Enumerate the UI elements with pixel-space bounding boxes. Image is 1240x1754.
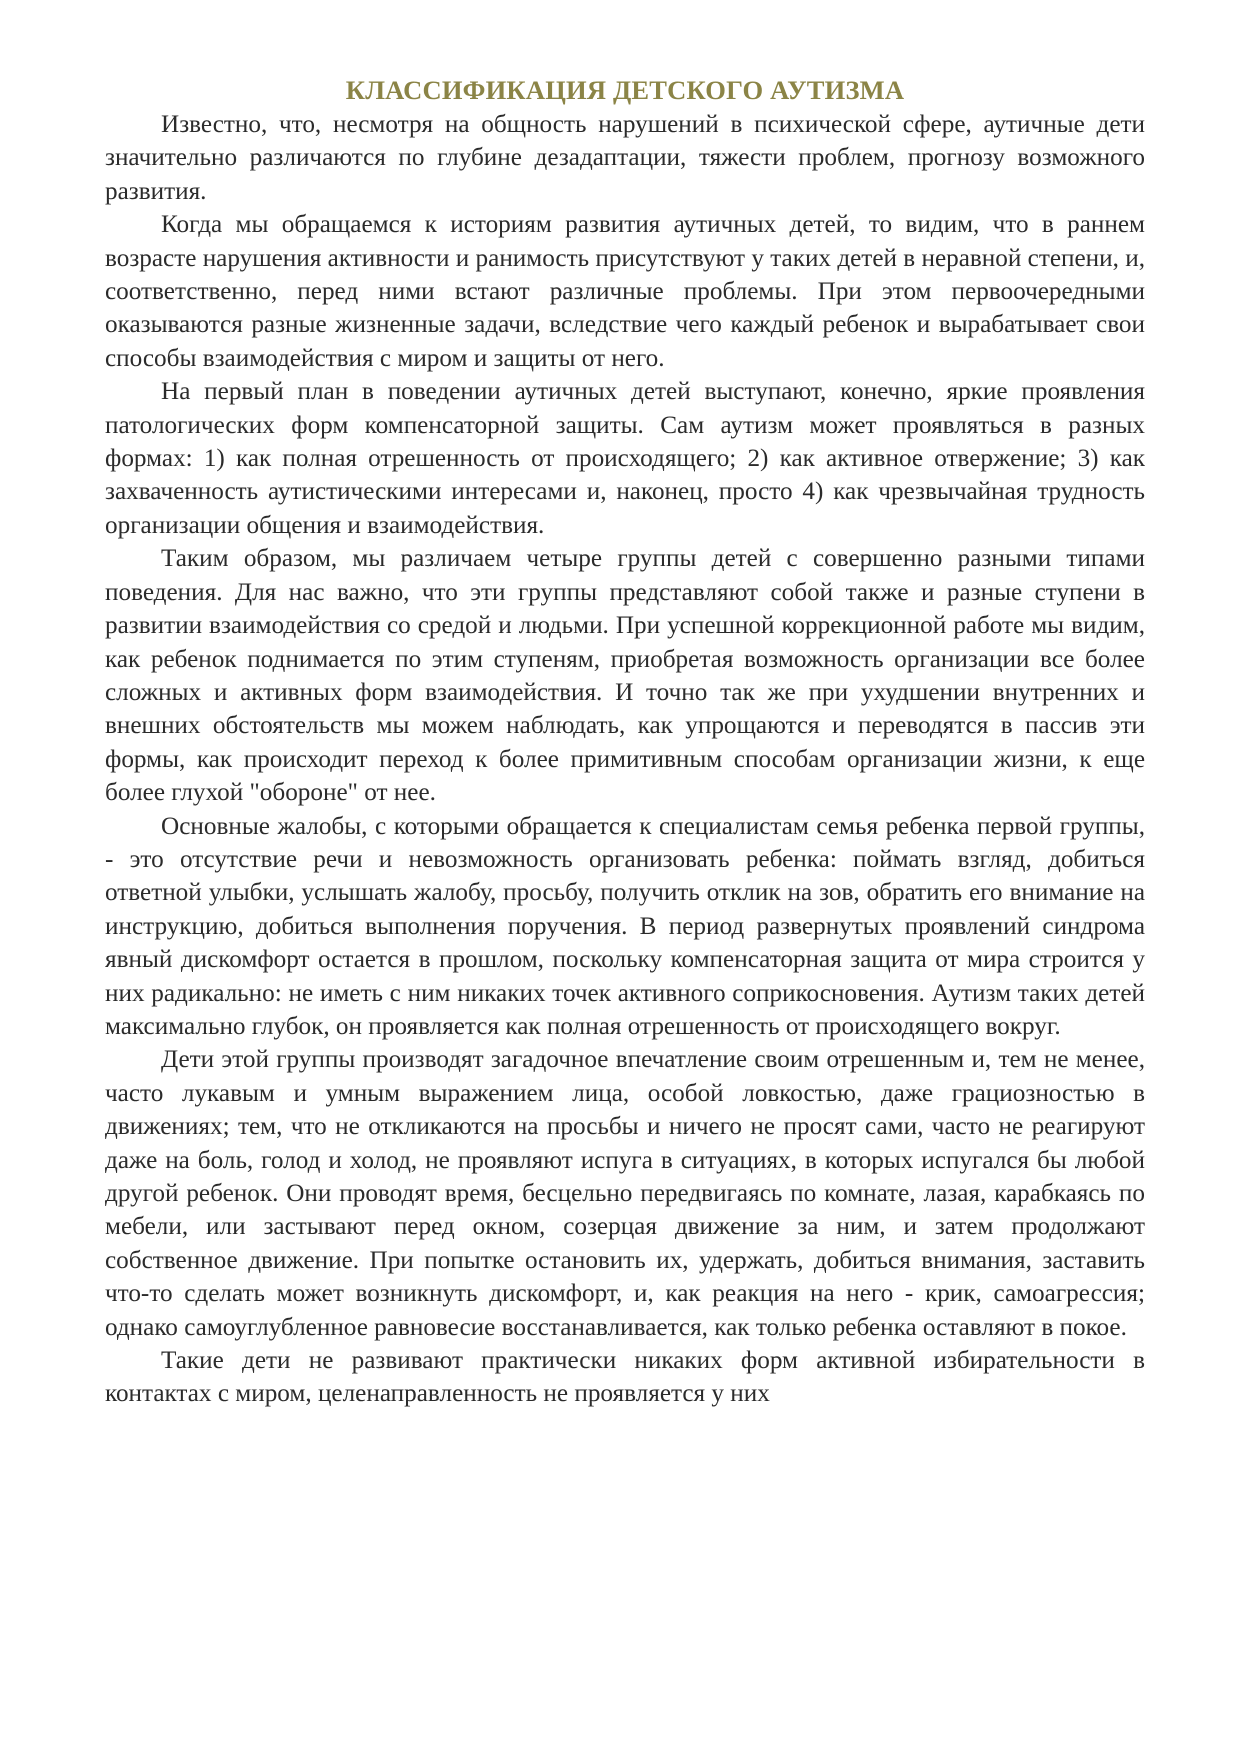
paragraph-6: Дети этой группы производят загадочное впечатление своим отрешенным и, тем не менее, часто лукавым и умным выражением лица, особой ловкостью, даже грациозностью в движениях; тем, что не откликаются на просьбы и ничего не просят сами, часто не реагируют даже на боль, голод и холод, не проявляют испуга в ситуациях, в которых испугался бы любой другой ребенок. Они проводят время, бесцельно передвигаясь по комнате, лазая, карабкаясь по мебели, или застывают перед окном, созерцая движение за ним, и затем продолжают собственное движение. При попытке остановить их, удержать, добиться внимания, заставить что-то сделать может возникнуть дискомфорт, и, как реакция на него - крик, самоагрессия; однако самоуглубленное равновесие восстанавливается, как только ребенка оставляют в покое. bbox=[105, 1046, 1145, 1341]
paragraph-1: Известно, что, несмотря на общность нарушений в психической сфере, аутичные дети значительно различаются по глубине дезадаптации, тяжести проблем, прогнозу возможного развития. bbox=[105, 111, 1145, 205]
paragraph-7: Такие дети не развивают практически никаких форм активной избирательности в контактах с миром, целенаправленность не проявляется у них bbox=[105, 1347, 1145, 1408]
document-body bbox=[105, 108, 1145, 1411]
document-title: КЛАССИФИКАЦИЯ ДЕТСКОГО АУТИЗМА bbox=[345, 75, 905, 105]
paragraph-5: Основные жалобы, с которыми обращается к специалистам семья ребенка первой группы, - это отсутствие речи и невозможность организовать ребенка: поймать взгляд, добиться ответной улыбки, услышать жалобу, просьбу, получить отклик на зов, обратить его внимание на инструкцию, добиться выполнения поручения. В период развернутых проявлений синдрома явный дискомфорт остается в прошлом, поскольку компенсаторная защита от мира строится у них радикально: не иметь с ним никаких точек активного соприкосновения. Аутизм таких детей максимально глубок, он проявляется как полная отрешенность от происходящего вокруг. bbox=[105, 812, 1145, 1040]
paragraph-2: Когда мы обращаемся к историям развития аутичных детей, то видим, что в раннем возрасте нарушения активности и ранимость присутствуют у таких детей в неравной степени, и, соответственно, перед ними встают различные проблемы. При этом первоочередными оказываются разные жизненные задачи, вследствие чего каждый ребенок и вырабатывает свои способы взаимодействия с миром и защиты от него. bbox=[105, 211, 1145, 372]
paragraph-4: Таким образом, мы различаем четыре группы детей с совершенно разными типами поведения. Для нас важно, что эти группы представляют собой также и разные ступени в развитии взаимодействия со средой и людьми. При успешной коррекционной работе мы видим, как ребенок поднимается по этим ступеням, приобретая возможность организации все более сложных и активных форм взаимодействия. И точно так же при ухудшении внутренних и внешних обстоятельств мы можем наблюдать, как упрощаются и переводятся в пассив эти формы, как происходит переход к более примитивным способам организации жизни, к еще более глухой "обороне" от нее. bbox=[105, 545, 1145, 807]
paragraph-3: На первый план в поведении аутичных детей выступают, конечно, яркие проявления патологических форм компенсаторной защиты. Сам аутизм может проявляться в разных формах: 1) как полная отрешенность от происходящего; 2) как активное отвержение; 3) как захваченность аутистическими интересами и, наконец, просто 4) как чрезвычайная трудность организации общения и взаимодействия. bbox=[105, 378, 1145, 539]
